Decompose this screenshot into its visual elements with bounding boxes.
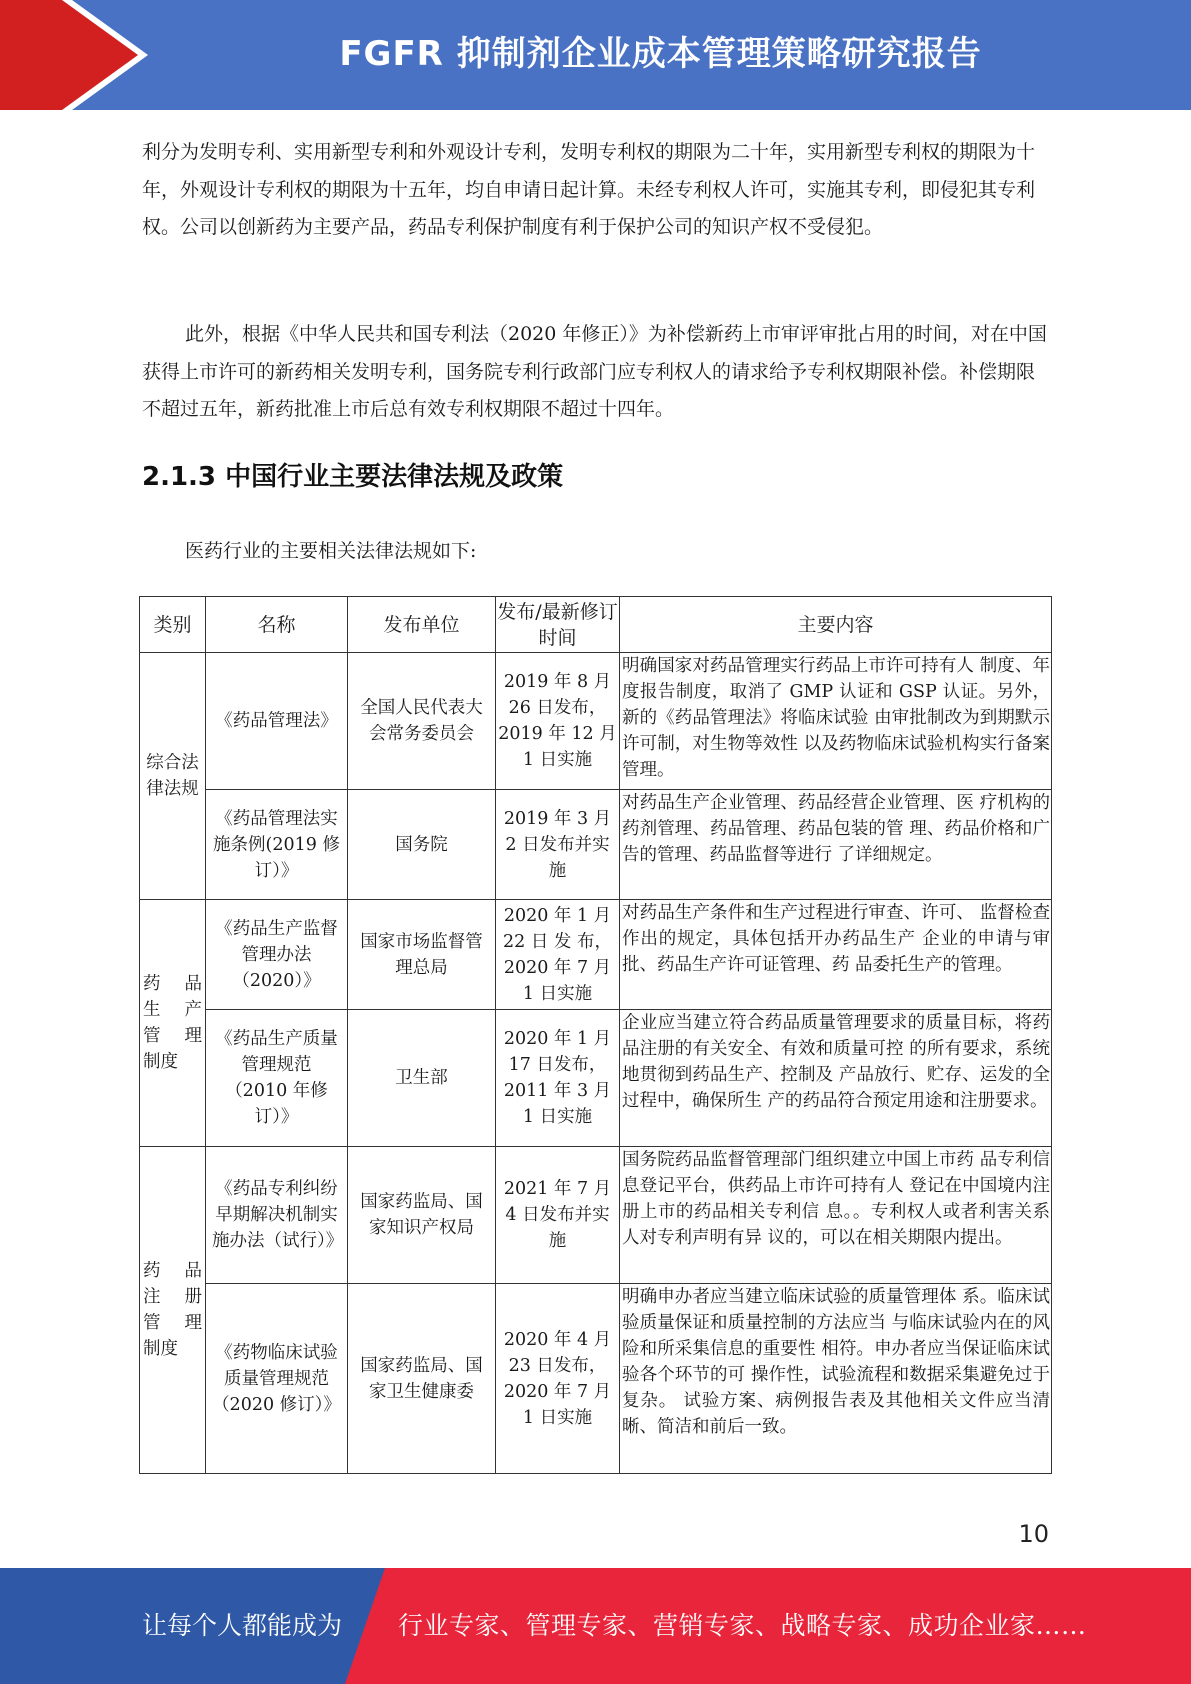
paragraph-patent-types: 利分为发明专利、实用新型专利和外观设计专利，发明专利权的期限为二十年，实用新型专利权的期限为十年，外观设计专利权的期限为十五年，均自申请日起计算。未经专利权人许可，实施其专利，即侵犯其专利权。公司以创新药为主要产品，药品专利保护制度有利于保护公司的知识产权不受侵犯。 [142,141,1036,238]
page-number: 10 [1018,1520,1049,1548]
content-cell: 企业应当建立符合药品质量管理要求的质量目标，将药品注册的有关安全、有效和质量可控 的所有要求，系统地贯彻到药品生产、控制及 产品放行、贮存、运发的全过程中，确保所生 产的药品符合预定用途和注册要求。 [620,1010,1052,1147]
table-header-row [140,597,1052,653]
table-row [140,1284,1052,1474]
issuer-cell: 卫生部 [348,1010,496,1147]
header-name: 名称 [206,597,348,653]
category-cell: 药 品 生 产 管 理 制度 [140,900,206,1147]
category-cell: 综合法律法规 [140,653,206,900]
content-cell: 对药品生产条件和生产过程进行审查、许可、 监督检查作出的规定，具体包括开办药品生产 企业的申请与审批、药品生产许可证管理、药 品委托生产的管理。 [620,900,1052,1010]
issuer-cell: 国家市场监督管理总局 [348,900,496,1010]
content-cell: 明确申办者应当建立临床试验的质量管理体 系。临床试验质量保证和质量控制的方法应当 与临床试验内在的风险和所采集信息的重要性 相符。申办者应当保证临床试验各个环节的可 操作性，试验流程和数据采集避免过于复杂。 试验方案、病例报告表及其他相关文件应当清 晰、简洁和前后一致。 [620,1284,1052,1474]
report-title: FGFR 抑制剂企业成本管理策略研究报告 [339,34,982,74]
paragraph-patent-compensation: 此外，根据《中华人民共和国专利法（2020 年修正）》为补偿新药上市审评审批占用的时间，对在中国获得上市许可的新药相关发明专利，国务院专利行政部门应专利权人的请求给予专利权期限补偿。补偿期限不超过五年，新药批准上市后总有效专利权期限不超过十四年。 [142,323,1047,420]
regulation-name: 《药物临床试验质量管理规范（2020 修订）》 [206,1284,348,1474]
table-intro: 医药行业的主要相关法律法规如下: [185,540,477,562]
header-chevron-decoration [0,0,160,110]
regulation-name: 《药品管理法实施条例(2019 修订）》 [206,790,348,900]
regulation-name: 《药品管理法》 [206,653,348,790]
header-issuer: 发布单位 [348,597,496,653]
content-cell: 国务院药品监督管理部门组织建立中国上市药 品专利信息登记平台，供药品上市许可持有人 登记在中国境内注册上市的药品相关专利信 息。。专利权人或者利害关系人对专利声明有异 议的，可以在相关期限内提出。 [620,1147,1052,1284]
issuer-cell: 国家药监局、国家知识产权局 [348,1147,496,1284]
table-row [140,653,1052,790]
regulations-table [139,596,1052,1474]
table-row [140,790,1052,900]
date-cell: 2020 年 4 月 23 日发布，2020 年 7 月 1 日实施 [496,1284,620,1474]
regulation-name: 《药品生产质量管理规范（2010 年修订）》 [206,1010,348,1147]
footer-slogan-left: 让每个人都能成为 [142,1611,343,1640]
regulation-name: 《药品生产监督管理办法（2020）》 [206,900,348,1010]
content-cell: 对药品生产企业管理、药品经营企业管理、医 疗机构的药剂管理、药品管理、药品包装的管 理、药品价格和广告的管理、药品监督等进行 了详细规定。 [620,790,1052,900]
date-cell: 2019 年 3 月 2 日发布并实施 [496,790,620,900]
issuer-cell: 国务院 [348,790,496,900]
header-category: 类别 [140,597,206,653]
section-heading: 2.1.3 中国行业主要法律法规及政策 [142,462,564,492]
date-cell: 2020 年 1 月 17 日发布，2011 年 3 月 1 日实施 [496,1010,620,1147]
issuer-cell: 全国人民代表大会常务委员会 [348,653,496,790]
page-footer [0,1568,1191,1684]
date-cell: 2021 年 7 月 4 日发布并实施 [496,1147,620,1284]
content-cell: 明确国家对药品管理实行药品上市许可持有人 制度、年度报告制度，取消了 GMP 认证和 GSP 认证。另外，新的《药品管理法》将临床试验 由审批制改为到期默示许可制，对生物等效性 以及药物临床试验机构实行备案管理。 [620,653,1052,790]
table-row [140,900,1052,1010]
table-row [140,1147,1052,1284]
date-cell: 2020 年 1 月 22 日 发 布，2020 年 7 月 1 日实施 [496,900,620,1010]
footer-slogan-right: 行业专家、管理专家、营销专家、战略专家、成功企业家…… [398,1611,1087,1640]
regulation-name: 《药品专利纠纷早期解决机制实施办法（试行）》 [206,1147,348,1284]
issuer-cell: 国家药监局、国家卫生健康委 [348,1284,496,1474]
page-header [0,0,1191,110]
category-cell: 药 品 注 册 管 理 制度 [140,1147,206,1474]
table-row [140,1010,1052,1147]
date-cell: 2019 年 8 月 26 日发布，2019 年 12 月 1 日实施 [496,653,620,790]
header-content: 主要内容 [620,597,1052,653]
header-date: 发布/最新修订时间 [496,597,620,653]
